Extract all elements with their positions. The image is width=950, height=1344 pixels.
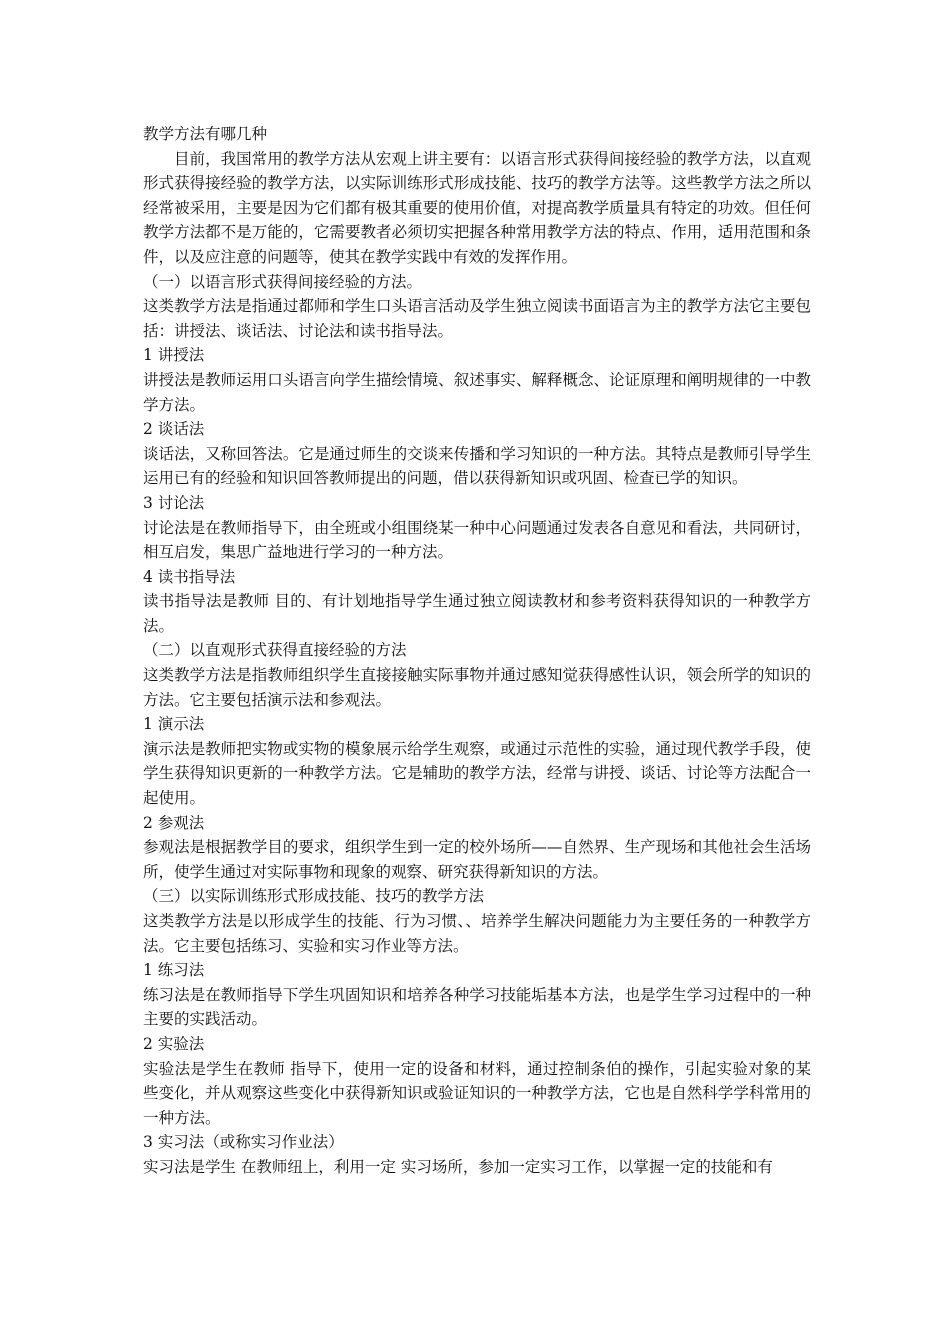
section-paragraph: 这类教学方法是指教师组织学生直接接触实际事物并通过感知觉获得感性认识，领会所学的知识的方法。它主要包括演示法和参观法。 [143,666,811,709]
item-heading: 1 演示法 [143,715,205,734]
item-heading: 2 谈话法 [143,420,205,439]
intro-paragraph: 目前，我国常用的教学方法从宏观上讲主要有：以语言形式获得间接经验的教学方法，以直观形式获得接经验的教学方法，以实际训练形式形成技能、技巧的教学方法等。这些教学方法之所以经常被采用，主要是因为它们都有极其重要的使用价值，对提高教学质量具有特定的功效。但任何教学方法都不是万能的，它需要教者必须切实把握各种常用教学方法的特点、作用，适用范围和条件，以及应注意的问题等，使其在教学实践中有效的发挥作用。 [143,149,811,266]
item-paragraph: 读书指导法是教师 目的、有计划地指导学生通过独立阅读教材和参考资料获得知识的一种教学方法。 [143,592,811,635]
item-paragraph: 练习法是在教师指导下学生巩固知识和培养各种学习技能垢基本方法，也是学生学习过程中的一种主要的实践活动。 [143,985,811,1029]
item-paragraph: 讨论法是在教师指导下，由全班或小组围绕某一种中心问题通过发表各自意见和看法，共同研讨，相互启发，集思广益地进行学习的一种方法。 [143,518,811,562]
item-paragraph: 演示法是教师把实物或实物的模象展示给学生观察，或通过示范性的实验，通过现代教学手段，使学生获得知识更新的一种教学方法。它是辅助的教学方法，经常与讲授、谈话、讨论等方法配合一起使用。 [143,739,811,808]
document-page [143,122,811,1180]
document-title: 教学方法有哪几种 [143,125,268,143]
item-paragraph: 讲授法是教师运用口头语言向学生描绘情境、叙述事实、解释概念、论证原理和阐明规律的一中教学方法。 [143,370,811,414]
section-heading: （一）以语言形式获得间接经验的方法。 [143,272,423,291]
item-paragraph: 谈话法，又称回答法。它是通过师生的交谈来传播和学习知识的一种方法。其特点是教师引导学生运用已有的经验和知识回答教师提出的问题，借以获得新知识或巩固、检查已学的知识。 [143,444,811,488]
section-paragraph: 这类教学方法是指通过都师和学生口头语言活动及学生独立阅读书面语言为主的教学方法它主要包括：讲授法、谈话法、讨论法和读书指导法。 [143,297,811,340]
item-paragraph: 参观法是根据教学目的要求，组织学生到一定的校外场所——自然界、生产现场和其他社会生活场所，使学生通过对实际事物和现象的观察、研究获得新知识的方法。 [143,838,811,881]
section-paragraph: 这类教学方法是以形成学生的技能、行为习惯、、培养学生解决问题能力为主要任务的一种教学方法。它主要包括练习、实验和实习作业等方法。 [143,912,811,955]
item-heading: 1 练习法 [143,961,205,980]
item-heading: 4 读书指导法 [143,567,236,586]
item-paragraph: 实习法是学生 在教师纽上，利用一定 实习场所，参加一定实习工作，以掌握一定的技能和有 [143,1157,773,1176]
item-paragraph: 实验法是学生在教师 指导下，使用一定的设备和材料，通过控制条伯的操作，引起实验对象的某些变化，并从观察这些变化中获得新知识或验证知识的一种教学方法，它也是自然科学学科常用的一种方法。 [143,1059,811,1127]
item-heading: 3 实习法（或称实习作业法） [143,1133,344,1152]
item-heading: 1 讲授法 [143,346,205,365]
section-heading: （二）以直观形式获得直接经验的方法 [143,641,407,660]
section-heading: （三）以实际训练形式形成技能、技巧的教学方法 [143,887,485,906]
item-heading: 2 参观法 [143,813,205,832]
item-heading: 3 讨论法 [143,493,205,512]
item-heading: 2 实验法 [143,1034,205,1053]
